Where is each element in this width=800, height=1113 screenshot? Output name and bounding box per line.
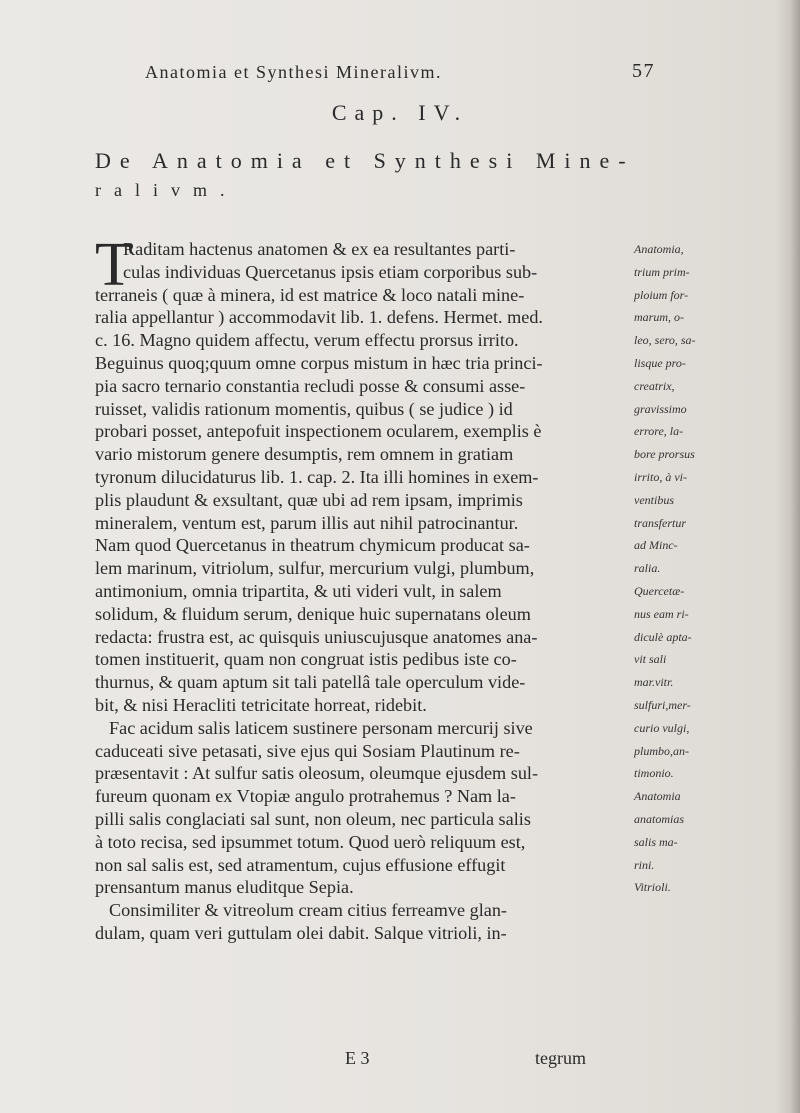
text-line: prensantum manus eluditque Sepia.: [95, 877, 354, 898]
text-line: pilli salis conglaciati sal sunt, non oleum, nec particula salis: [95, 808, 531, 829]
text-line: probari posset, antepofuit inspectionem ocularem, exemplis è: [95, 421, 542, 442]
margin-note: sulfuri,mer-: [634, 698, 691, 712]
text-line: pia sacro ternario constantia recludi posse & consumi asse-: [95, 375, 526, 396]
page-number: 57: [632, 60, 655, 82]
margin-notes: [634, 238, 714, 938]
margin-note: anatomias: [634, 812, 685, 826]
text-line: tyronum dilucidaturus lib. 1. cap. 2. Ita illi homines in exem-: [95, 466, 539, 487]
margin-note: salis ma-: [634, 834, 678, 849]
text-line: culas individuas Quercetanus ipsis etiam corporibus sub-: [123, 261, 538, 282]
text-line: antimonium, omnia tripartita, & uti videri vult, in salem: [95, 580, 502, 601]
margin-note: ad Minc-: [634, 538, 678, 553]
text-line: c. 16. Magno quidem affectu, verum effectu prorsus irrito.: [95, 330, 519, 351]
margin-note: nus eam ri-: [634, 606, 689, 621]
text-line: tomen instituerit, quam non congruat istis pedibus iste co-: [95, 649, 517, 670]
text-line: dulam, quam veri guttulam olei dabit. Salque vitrioli, in-: [95, 922, 507, 943]
margin-note: curio vulgi,: [634, 720, 690, 735]
margin-note: creatrix,: [634, 378, 675, 393]
margin-note: bore prorsus: [634, 447, 695, 462]
text-line: vario mistorum genere desumptis, rem omnem in gratiam: [95, 444, 514, 465]
drop-cap: T: [95, 231, 133, 299]
section-heading-line-1: De Anatomia et Synthesi Mine-: [95, 148, 635, 173]
text-line: ralia appellantur ) accommodavit lib. 1. defens. Hermet. med.: [95, 307, 543, 328]
margin-note: ralia.: [634, 561, 661, 576]
page-footer: [95, 1048, 635, 1072]
margin-note: marum, o-: [634, 310, 684, 325]
text-line: Beguinus quoq;quum omne corpus mistum in hæc tria princi-: [95, 352, 543, 373]
page-edge-shadow: [776, 0, 800, 1113]
running-head-title: Anatomia et Synthesi Mineralivm.: [145, 62, 442, 82]
margin-note: rini.: [634, 857, 655, 872]
section-heading-line-2: ralivm.: [95, 180, 238, 200]
margin-note: gravissimo: [634, 401, 687, 416]
chapter-title: Cap. IV.: [331, 100, 469, 125]
margin-note: lisque pro-: [634, 356, 686, 370]
text-line: plis plaudunt & exsultant, quæ ubi ad rem ipsam, imprimis: [95, 489, 523, 510]
text-line: fureum quonam ex Vtopiæ angulo protrahemus ? Nam la-: [95, 786, 516, 807]
margin-note: Quercetæ-: [634, 584, 685, 598]
text-line: redacta: frustra est, ac quisquis uniuscujusque anatomes ana-: [95, 626, 538, 647]
margin-note: ploium for-: [634, 287, 689, 302]
margin-note: errore, la-: [634, 424, 684, 439]
text-line: solidum, & fluidum serum, denique huic supernatans oleum: [95, 603, 531, 624]
text-line: Consimiliter & vitreolum cream citius ferreamve glan-: [109, 900, 507, 921]
text-line: præsentavit : At sulfur satis oleosum, oleumque ejusdem sul-: [95, 763, 539, 784]
body-text: [95, 231, 630, 945]
text-line: non sal salis est, sed atramentum, cujus effusione effugit: [95, 854, 506, 875]
signature-mark: E 3: [345, 1048, 370, 1068]
text-line: Fac acidum salis laticem sustinere personam mercurij sive: [109, 717, 533, 738]
text-line: ruisset, validis rationum momentis, quibus ( se judice ) id: [95, 398, 513, 419]
margin-note: transfertur: [634, 515, 687, 530]
margin-note: leo, sero, sa-: [634, 333, 696, 348]
text-line: bit, & nisi Heracliti tetricitate horreat, ridebit.: [95, 694, 427, 715]
margin-note: timonio.: [634, 766, 674, 781]
margin-note: Vitrioli.: [634, 880, 671, 895]
catchword: tegrum: [535, 1048, 586, 1068]
text-line: à toto recisa, sed ipsummet totum. Quod uerò reliquum est,: [95, 831, 526, 852]
text-line: caduceati sive petasati, sive ejus qui Sosiam Plautinum re-: [95, 740, 520, 761]
margin-note: plumbo,an-: [634, 743, 689, 758]
text-line: thurnus, & quam aptum sit tali patellâ tale operculum vide-: [95, 672, 526, 693]
running-head: [145, 62, 655, 86]
margin-note: Anatomia: [634, 789, 681, 804]
text-line: terraneis ( quæ à minera, id est matrice & loco natali mine-: [95, 284, 525, 305]
margin-note: mar.vitr.: [634, 675, 674, 690]
margin-note: irrito, à vi-: [634, 470, 687, 484]
margin-note: Anatomia,: [634, 242, 684, 256]
margin-note: trium prim-: [634, 264, 690, 279]
text-line: lem marinum, vitriolum, sulfur, mercurium vulgi, plumbum,: [95, 558, 535, 579]
margin-note: diculè apta-: [634, 629, 692, 644]
margin-note: vit sali: [634, 652, 667, 667]
margin-note: ventibus: [634, 492, 674, 507]
text-line: Raditam hactenus anatomen & ex ea resultantes parti-: [123, 239, 516, 259]
text-line: Nam quod Quercetanus in theatrum chymicum producat sa-: [95, 535, 530, 556]
text-line: mineralem, ventum est, parum illis aut nihil patrocinantur.: [95, 512, 519, 533]
